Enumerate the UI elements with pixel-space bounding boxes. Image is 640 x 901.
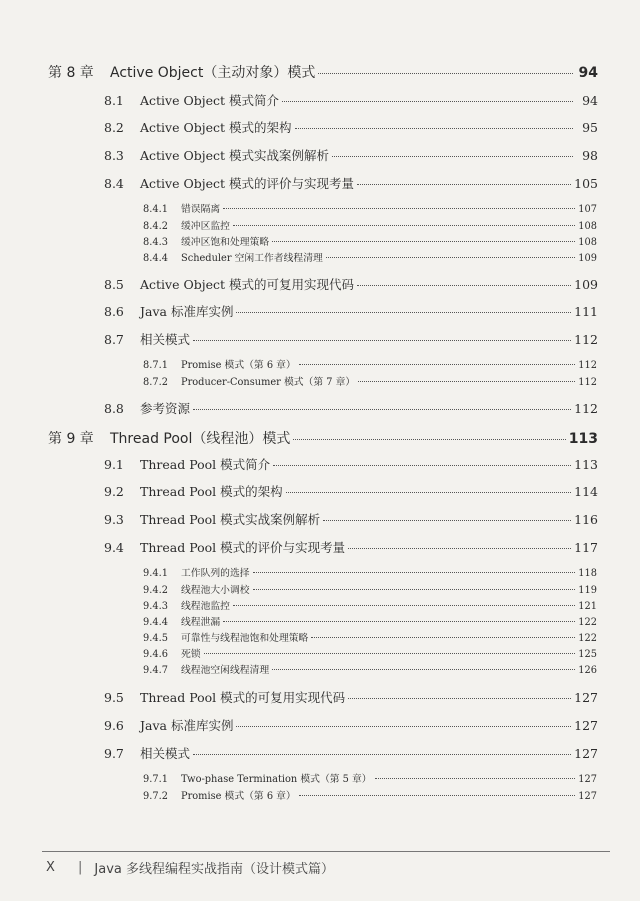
toc-entry-title: Producer-Consumer 模式（第 7 章） bbox=[181, 377, 356, 388]
toc-entry-number: 9.4.5 bbox=[143, 633, 168, 644]
toc-entry-title: Active Object 模式的架构 bbox=[140, 120, 292, 135]
toc-entry-section bbox=[104, 688, 598, 706]
toc-entry-page: 108 bbox=[578, 221, 597, 232]
dot-leader bbox=[318, 73, 573, 74]
toc-entry-number: 8.5 bbox=[104, 277, 124, 292]
toc-entry-page: 95 bbox=[582, 120, 598, 135]
toc-entry-section bbox=[104, 716, 598, 734]
toc-entry-title: Scheduler 空闲工作者线程清理 bbox=[181, 253, 323, 264]
toc-entry-sub bbox=[143, 582, 597, 596]
toc-entry-page: 127 bbox=[578, 774, 597, 785]
dot-leader bbox=[299, 795, 576, 796]
toc-entry-page: 126 bbox=[578, 665, 597, 676]
toc-entry-title: Java 标准库实例 bbox=[140, 304, 234, 319]
toc-entry-number: 第 9 章 bbox=[48, 431, 94, 447]
dot-leader bbox=[272, 669, 575, 670]
toc-entry-page: 105 bbox=[574, 176, 598, 191]
dot-leader bbox=[193, 754, 571, 755]
toc-entry-section bbox=[104, 538, 598, 556]
toc-entry-page: 94 bbox=[578, 65, 598, 81]
toc-entry-page: 107 bbox=[578, 204, 597, 215]
toc-entry-chapter bbox=[48, 428, 598, 448]
toc-entry-number: 9.4.4 bbox=[143, 617, 168, 628]
toc-entry-page: 112 bbox=[574, 332, 598, 347]
dot-leader bbox=[326, 257, 576, 258]
toc-entry-number: 9.3 bbox=[104, 512, 124, 527]
dot-leader bbox=[299, 364, 576, 365]
dot-leader bbox=[357, 184, 571, 185]
toc-entry-page: 114 bbox=[574, 484, 598, 499]
toc-entry-title: Thread Pool（线程池）模式 bbox=[110, 431, 291, 447]
toc-entry-section bbox=[104, 302, 598, 320]
toc-entry-number: 9.4 bbox=[104, 540, 124, 555]
toc-entry-sub bbox=[143, 788, 597, 802]
toc-entry-title: 相关模式 bbox=[140, 332, 191, 347]
footer-separator: | bbox=[78, 860, 83, 875]
toc-entry-number: 8.8 bbox=[104, 401, 124, 416]
dot-leader bbox=[282, 101, 573, 102]
dot-leader bbox=[332, 156, 573, 157]
toc-entry-page: 117 bbox=[574, 540, 598, 555]
toc-entry-chapter bbox=[48, 62, 598, 82]
dot-leader bbox=[295, 128, 573, 129]
toc-entry-section bbox=[104, 399, 598, 417]
toc-entry-title: 相关模式 bbox=[140, 746, 191, 761]
toc-entry-page: 108 bbox=[578, 237, 597, 248]
toc-entry-page: 118 bbox=[578, 568, 597, 579]
toc-entry-page: 121 bbox=[578, 601, 597, 612]
toc-entry-title: 可靠性与线程池饱和处理策略 bbox=[181, 633, 309, 644]
toc-entry-sub bbox=[143, 662, 597, 676]
toc-entry-number: 8.4.2 bbox=[143, 221, 168, 232]
toc-entry-sub bbox=[143, 218, 597, 232]
page-footer bbox=[46, 858, 334, 877]
toc-entry-sub bbox=[143, 357, 597, 371]
toc-entry-title: 错误隔离 bbox=[181, 204, 221, 215]
dot-leader bbox=[253, 572, 576, 573]
toc-entry-sub bbox=[143, 598, 597, 612]
toc-entry-title: Active Object 模式的可复用实现代码 bbox=[140, 277, 355, 292]
toc-entry-page: 112 bbox=[578, 377, 597, 388]
footer-page-number: X bbox=[46, 860, 55, 875]
toc-entry-title: Promise 模式（第 6 章） bbox=[181, 360, 296, 371]
dot-leader bbox=[204, 653, 576, 654]
dot-leader bbox=[193, 409, 571, 410]
toc-entry-number: 9.6 bbox=[104, 718, 124, 733]
toc-entry-page: 119 bbox=[578, 585, 597, 596]
dot-leader bbox=[223, 208, 575, 209]
dot-leader bbox=[323, 520, 571, 521]
toc-entry-section bbox=[104, 275, 598, 293]
toc-entry-sub bbox=[143, 374, 597, 388]
toc-entry-page: 113 bbox=[568, 431, 598, 447]
toc-entry-title: Active Object 模式的评价与实现考量 bbox=[140, 176, 355, 191]
dot-leader bbox=[273, 465, 571, 466]
toc-entry-number: 9.7.1 bbox=[143, 774, 168, 785]
toc-entry-title: 工作队列的选择 bbox=[181, 568, 250, 579]
toc-entry-page: 127 bbox=[578, 791, 597, 802]
toc-entry-section bbox=[104, 744, 598, 762]
dot-leader bbox=[358, 381, 575, 382]
toc-entry-sub bbox=[143, 646, 597, 660]
toc-entry-number: 9.5 bbox=[104, 690, 124, 705]
dot-leader bbox=[311, 637, 575, 638]
toc-entry-page: 112 bbox=[574, 401, 598, 416]
dot-leader bbox=[375, 778, 576, 779]
toc-entry-title: 缓冲区监控 bbox=[181, 221, 230, 232]
footer-rule bbox=[42, 851, 610, 852]
toc-entry-title: Thread Pool 模式的可复用实现代码 bbox=[140, 690, 346, 705]
toc-entry-number: 8.4.1 bbox=[143, 204, 168, 215]
toc-entry-number: 8.4.3 bbox=[143, 237, 168, 248]
dot-leader bbox=[348, 548, 571, 549]
toc-entry-title: Thread Pool 模式实战案例解析 bbox=[140, 512, 321, 527]
toc-entry-number: 8.7.1 bbox=[143, 360, 168, 371]
toc-entry-section bbox=[104, 174, 598, 192]
dot-leader bbox=[293, 439, 565, 440]
toc-entry-section bbox=[104, 510, 598, 528]
toc-entry-title: 线程泄漏 bbox=[181, 617, 221, 628]
dot-leader bbox=[223, 621, 575, 622]
toc-entry-number: 第 8 章 bbox=[48, 65, 94, 81]
toc-entry-title: Thread Pool 模式的评价与实现考量 bbox=[140, 540, 346, 555]
toc-entry-number: 8.1 bbox=[104, 93, 124, 108]
toc-entry-title: 参考资源 bbox=[140, 401, 191, 416]
toc-entry-number: 9.7.2 bbox=[143, 791, 168, 802]
toc-entry-number: 8.6 bbox=[104, 304, 124, 319]
toc-entry-title: Thread Pool 模式的架构 bbox=[140, 484, 283, 499]
toc-entry-title: Two-phase Termination 模式（第 5 章） bbox=[181, 774, 372, 785]
toc-entry-title: 线程池大小调校 bbox=[181, 585, 250, 596]
toc-entry-number: 8.2 bbox=[104, 120, 124, 135]
toc-entry-number: 9.4.7 bbox=[143, 665, 168, 676]
toc-entry-sub bbox=[143, 565, 597, 579]
toc-entry-title: 缓冲区饱和处理策略 bbox=[181, 237, 270, 248]
toc-entry-page: 122 bbox=[578, 617, 597, 628]
toc-entry-number: 8.7.2 bbox=[143, 377, 168, 388]
toc-entry-page: 127 bbox=[574, 746, 598, 761]
toc-entry-page: 94 bbox=[582, 93, 598, 108]
toc-entry-section bbox=[104, 118, 598, 136]
toc-entry-title: 死锁 bbox=[181, 649, 201, 660]
toc-entry-number: 9.4.2 bbox=[143, 585, 168, 596]
toc-entry-title: Active Object 模式简介 bbox=[140, 93, 280, 108]
toc-entry-sub bbox=[143, 614, 597, 628]
toc-entry-number: 9.2 bbox=[104, 484, 124, 499]
toc-entry-title: Java 标准库实例 bbox=[140, 718, 234, 733]
toc-entry-title: Active Object 模式实战案例解析 bbox=[140, 148, 330, 163]
toc-entry-page: 122 bbox=[578, 633, 597, 644]
dot-leader bbox=[272, 241, 575, 242]
toc-entry-number: 8.4 bbox=[104, 176, 124, 191]
toc-entry-page: 113 bbox=[574, 457, 598, 472]
toc-entry-title: Active Object（主动对象）模式 bbox=[110, 65, 316, 81]
dot-leader bbox=[233, 605, 575, 606]
toc-entry-sub bbox=[143, 234, 597, 248]
toc-entry-sub bbox=[143, 201, 597, 215]
toc-entry-sub bbox=[143, 630, 597, 644]
dot-leader bbox=[233, 225, 575, 226]
toc-entry-page: 116 bbox=[574, 512, 598, 527]
toc-entry-sub bbox=[143, 771, 597, 785]
footer-book-title: Java 多线程编程实战指南（设计模式篇） bbox=[94, 862, 334, 877]
toc-entry-page: 111 bbox=[574, 304, 598, 319]
toc-entry-page: 109 bbox=[574, 277, 598, 292]
toc-entry-title: 线程池空闲线程清理 bbox=[181, 665, 270, 676]
dot-leader bbox=[357, 285, 571, 286]
toc-entry-page: 98 bbox=[582, 148, 598, 163]
toc-entry-title: Promise 模式（第 6 章） bbox=[181, 791, 296, 802]
toc-entry-section bbox=[104, 146, 598, 164]
dot-leader bbox=[236, 726, 571, 727]
toc-entry-section bbox=[104, 91, 598, 109]
toc-entry-page: 112 bbox=[578, 360, 597, 371]
toc-entry-number: 9.4.6 bbox=[143, 649, 168, 660]
toc-entry-title: Thread Pool 模式简介 bbox=[140, 457, 271, 472]
toc-entry-number: 9.1 bbox=[104, 457, 124, 472]
dot-leader bbox=[286, 492, 572, 493]
toc-entry-sub bbox=[143, 250, 597, 264]
dot-leader bbox=[193, 340, 571, 341]
toc-entry-number: 9.7 bbox=[104, 746, 124, 761]
toc-entry-title: 线程池监控 bbox=[181, 601, 230, 612]
toc-entry-number: 9.4.3 bbox=[143, 601, 168, 612]
toc-entry-number: 9.4.1 bbox=[143, 568, 168, 579]
toc-entry-page: 127 bbox=[574, 690, 598, 705]
toc-entry-number: 8.7 bbox=[104, 332, 124, 347]
toc-entry-number: 8.3 bbox=[104, 148, 124, 163]
toc-entry-number: 8.4.4 bbox=[143, 253, 168, 264]
toc-entry-section bbox=[104, 330, 598, 348]
toc-entry-page: 127 bbox=[574, 718, 598, 733]
toc-entry-section bbox=[104, 455, 598, 473]
dot-leader bbox=[253, 589, 576, 590]
toc-entry-section bbox=[104, 482, 598, 500]
toc-entry-page: 109 bbox=[578, 253, 597, 264]
toc-entry-page: 125 bbox=[578, 649, 597, 660]
dot-leader bbox=[236, 312, 571, 313]
dot-leader bbox=[348, 698, 571, 699]
